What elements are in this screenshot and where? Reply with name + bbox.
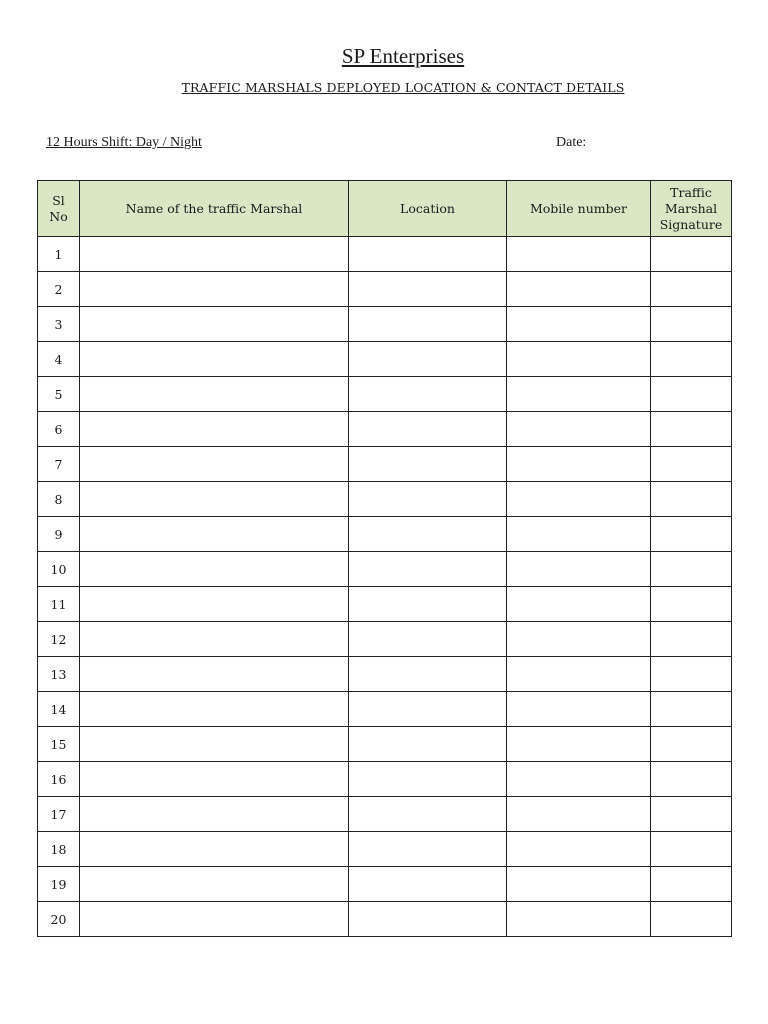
name-cell[interactable] (80, 237, 349, 272)
table-row (38, 237, 732, 272)
mobile-number-cell[interactable] (507, 692, 651, 727)
location-cell[interactable] (349, 552, 507, 587)
table-row (38, 657, 732, 692)
mobile-number-cell[interactable] (507, 447, 651, 482)
mobile-number-cell[interactable] (507, 867, 651, 902)
signature-cell[interactable] (651, 867, 732, 902)
mobile-number-cell[interactable] (507, 622, 651, 657)
date-label: Date: (556, 135, 587, 150)
table-row (38, 307, 732, 342)
location-cell[interactable] (349, 447, 507, 482)
signature-cell[interactable] (651, 272, 732, 307)
name-cell[interactable] (80, 797, 349, 832)
table-row (38, 832, 732, 867)
name-cell[interactable] (80, 412, 349, 447)
signature-cell[interactable] (651, 797, 732, 832)
sl-no-cell: 8 (38, 482, 80, 517)
mobile-number-cell[interactable] (507, 482, 651, 517)
location-cell[interactable] (349, 517, 507, 552)
signature-cell[interactable] (651, 832, 732, 867)
location-cell[interactable] (349, 342, 507, 377)
sl-no-cell: 2 (38, 272, 80, 307)
location-cell[interactable] (349, 622, 507, 657)
sl-no-cell: 4 (38, 342, 80, 377)
name-cell[interactable] (80, 377, 349, 412)
mobile-number-cell[interactable] (507, 797, 651, 832)
sl-no-cell: 18 (38, 832, 80, 867)
signature-cell[interactable] (651, 657, 732, 692)
document-title: SP Enterprises (341, 44, 465, 68)
signature-cell[interactable] (651, 622, 732, 657)
location-cell[interactable] (349, 692, 507, 727)
mobile-number-cell[interactable] (507, 237, 651, 272)
mobile-number-cell[interactable] (507, 517, 651, 552)
name-cell[interactable] (80, 307, 349, 342)
sl-no-cell: 14 (38, 692, 80, 727)
header-signature: Traffic Marshal Signature (651, 181, 732, 237)
table-row (38, 272, 732, 307)
name-cell[interactable] (80, 902, 349, 937)
header-sl-no: Sl No (38, 181, 80, 237)
header-location: Location (349, 181, 507, 237)
sl-no-cell: 7 (38, 447, 80, 482)
signature-cell[interactable] (651, 482, 732, 517)
mobile-number-cell[interactable] (507, 727, 651, 762)
sl-no-cell: 6 (38, 412, 80, 447)
signature-cell[interactable] (651, 307, 732, 342)
sl-no-cell: 19 (38, 867, 80, 902)
sl-no-cell: 12 (38, 622, 80, 657)
sl-no-cell: 15 (38, 727, 80, 762)
location-cell[interactable] (349, 902, 507, 937)
signature-cell[interactable] (651, 517, 732, 552)
name-cell[interactable] (80, 832, 349, 867)
name-cell[interactable] (80, 447, 349, 482)
table-row (38, 762, 732, 797)
sl-no-cell: 17 (38, 797, 80, 832)
table-row (38, 622, 732, 657)
table-header-row (38, 181, 732, 237)
location-cell[interactable] (349, 412, 507, 447)
mobile-number-cell[interactable] (507, 342, 651, 377)
document-subtitle: TRAFFIC MARSHALS DEPLOYED LOCATION & CONTACT DETAILS (181, 80, 625, 95)
mobile-number-cell[interactable] (507, 412, 651, 447)
table-row (38, 447, 732, 482)
signature-cell[interactable] (651, 692, 732, 727)
mobile-number-cell[interactable] (507, 902, 651, 937)
name-cell[interactable] (80, 762, 349, 797)
sl-no-cell: 16 (38, 762, 80, 797)
table-row (38, 867, 732, 902)
mobile-number-cell[interactable] (507, 272, 651, 307)
table-row (38, 552, 732, 587)
location-cell[interactable] (349, 272, 507, 307)
name-cell[interactable] (80, 727, 349, 762)
header-mobile-number: Mobile number (507, 181, 651, 237)
location-cell[interactable] (349, 377, 507, 412)
location-cell[interactable] (349, 237, 507, 272)
sl-no-cell: 1 (38, 237, 80, 272)
signature-cell[interactable] (651, 727, 732, 762)
signature-cell[interactable] (651, 237, 732, 272)
table-row (38, 342, 732, 377)
name-cell[interactable] (80, 482, 349, 517)
signature-cell[interactable] (651, 587, 732, 622)
table-body (38, 237, 732, 937)
sl-no-cell: 5 (38, 377, 80, 412)
signature-cell[interactable] (651, 447, 732, 482)
location-cell[interactable] (349, 832, 507, 867)
location-cell[interactable] (349, 797, 507, 832)
mobile-number-cell[interactable] (507, 552, 651, 587)
name-cell[interactable] (80, 342, 349, 377)
table-row (38, 587, 732, 622)
signature-cell[interactable] (651, 552, 732, 587)
table-row (38, 692, 732, 727)
mobile-number-cell[interactable] (507, 587, 651, 622)
location-cell[interactable] (349, 587, 507, 622)
mobile-number-cell[interactable] (507, 657, 651, 692)
table-row (38, 412, 732, 447)
signature-cell[interactable] (651, 412, 732, 447)
sl-no-cell: 13 (38, 657, 80, 692)
location-cell[interactable] (349, 762, 507, 797)
location-cell[interactable] (349, 657, 507, 692)
name-cell[interactable] (80, 517, 349, 552)
name-cell[interactable] (80, 692, 349, 727)
sl-no-cell: 20 (38, 902, 80, 937)
table-row (38, 902, 732, 937)
table-row (38, 727, 732, 762)
sl-no-cell: 9 (38, 517, 80, 552)
name-cell[interactable] (80, 622, 349, 657)
location-cell[interactable] (349, 307, 507, 342)
table-row (38, 797, 732, 832)
mobile-number-cell[interactable] (507, 377, 651, 412)
location-cell[interactable] (349, 867, 507, 902)
name-cell[interactable] (80, 587, 349, 622)
signature-cell[interactable] (651, 342, 732, 377)
mobile-number-cell[interactable] (507, 307, 651, 342)
signature-cell[interactable] (651, 762, 732, 797)
signature-cell[interactable] (651, 377, 732, 412)
location-cell[interactable] (349, 482, 507, 517)
table-row (38, 482, 732, 517)
mobile-number-cell[interactable] (507, 762, 651, 797)
marshal-table (37, 180, 732, 937)
shift-label: 12 Hours Shift: Day / Night (46, 135, 202, 150)
sl-no-cell: 11 (38, 587, 80, 622)
sl-no-cell: 10 (38, 552, 80, 587)
header-name: Name of the traffic Marshal (80, 181, 349, 237)
mobile-number-cell[interactable] (507, 832, 651, 867)
sl-no-cell: 3 (38, 307, 80, 342)
table-row (38, 377, 732, 412)
table-row (38, 517, 732, 552)
name-cell[interactable] (80, 552, 349, 587)
location-cell[interactable] (349, 727, 507, 762)
signature-cell[interactable] (651, 902, 732, 937)
name-cell[interactable] (80, 867, 349, 902)
name-cell[interactable] (80, 272, 349, 307)
name-cell[interactable] (80, 657, 349, 692)
